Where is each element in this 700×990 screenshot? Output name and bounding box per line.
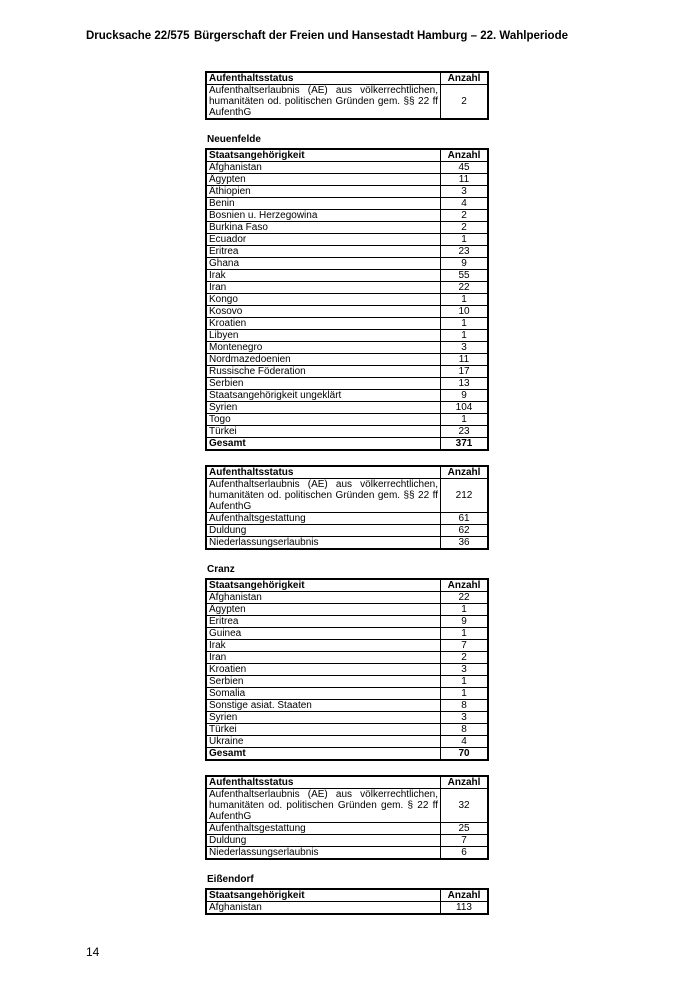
column-header: Staatsangehörigkeit [206, 889, 441, 902]
row-label: Ägypten [206, 604, 441, 616]
nationality-table [205, 148, 489, 451]
row-label: Togo [206, 414, 441, 426]
table-row [206, 700, 488, 712]
row-label: Russische Föderation [206, 366, 441, 378]
row-count: 2 [441, 210, 489, 222]
page-header [86, 30, 568, 42]
row-label: Somalia [206, 688, 441, 700]
district-heading: Eißendorf [207, 874, 254, 885]
row-label: Aufenthaltserlaubnis (AE) aus völkerrechtlichen, humanitäten od. politischen Gründen gem. §§ 22 ff AufenthG [206, 85, 441, 120]
row-label: Guinea [206, 628, 441, 640]
row-count: 23 [441, 246, 489, 258]
row-label: Benin [206, 198, 441, 210]
row-count: 9 [441, 616, 489, 628]
total-label: Gesamt [206, 438, 441, 451]
row-label: Serbien [206, 378, 441, 390]
column-header: Staatsangehörigkeit [206, 149, 441, 162]
row-label: Libyen [206, 330, 441, 342]
table-row [206, 652, 488, 664]
row-label: Staatsangehörigkeit ungeklärt [206, 390, 441, 402]
row-label: Aufenthaltserlaubnis (AE) aus völkerrechtlichen, humanitäten od. politischen Gründen gem. §§ 22 ff AufenthG [206, 479, 441, 513]
table-row [206, 616, 488, 628]
total-count: 371 [441, 438, 489, 451]
table-row [206, 210, 488, 222]
table-row [206, 525, 488, 537]
table-row [206, 318, 488, 330]
column-header: Anzahl [441, 579, 489, 592]
spacer [205, 550, 489, 564]
row-count: 4 [441, 736, 489, 748]
row-count: 7 [441, 835, 489, 847]
row-count: 55 [441, 270, 489, 282]
row-count: 2 [441, 222, 489, 234]
table-row [206, 628, 488, 640]
table-row [206, 426, 488, 438]
row-count: 22 [441, 592, 489, 604]
district-heading: Cranz [207, 564, 235, 575]
table-header-row [206, 889, 488, 902]
table-row [206, 789, 488, 823]
row-label: Montenegro [206, 342, 441, 354]
row-count: 8 [441, 700, 489, 712]
row-label: Aufenthaltsgestattung [206, 513, 441, 525]
table-row [206, 604, 488, 616]
nationality-table [205, 578, 489, 761]
row-label: Türkei [206, 724, 441, 736]
row-label: Afghanistan [206, 162, 441, 174]
row-count: 2 [441, 85, 489, 120]
row-count: 2 [441, 652, 489, 664]
row-label: Äthiopien [206, 186, 441, 198]
row-label: Ukraine [206, 736, 441, 748]
row-count: 25 [441, 823, 489, 835]
row-count: 9 [441, 258, 489, 270]
row-count: 11 [441, 174, 489, 186]
row-count: 1 [441, 414, 489, 426]
residence-status-table [205, 465, 489, 550]
table-row [206, 676, 488, 688]
table-header-row [206, 72, 488, 85]
page-number: 14 [86, 945, 100, 959]
row-label: Nordmazedoenien [206, 354, 441, 366]
table-row [206, 234, 488, 246]
row-label: Serbien [206, 676, 441, 688]
row-label: Ecuador [206, 234, 441, 246]
parliament-title: Bürgerschaft der Freien und Hansestadt Hamburg – 22. Wahlperiode [193, 30, 568, 42]
column-header: Anzahl [441, 149, 489, 162]
table-row [206, 306, 488, 318]
document-number: Drucksache 22/575 [86, 30, 190, 42]
row-count: 1 [441, 604, 489, 616]
table-row [206, 282, 488, 294]
row-label: Aufenthaltserlaubnis (AE) aus völkerrechtlichen, humanitäten od. politischen Gründen gem. § 22 ff AufenthG [206, 789, 441, 823]
row-label: Kroatien [206, 318, 441, 330]
row-label: Sonstige asiat. Staaten [206, 700, 441, 712]
row-count: 62 [441, 525, 489, 537]
row-count: 23 [441, 426, 489, 438]
table-header-row [206, 579, 488, 592]
column-header: Anzahl [441, 776, 489, 789]
row-count: 11 [441, 354, 489, 366]
table-row [206, 712, 488, 724]
table-header-row [206, 776, 488, 789]
total-label: Gesamt [206, 748, 441, 761]
residence-status-table [205, 71, 489, 120]
row-count: 4 [441, 198, 489, 210]
row-label: Burkina Faso [206, 222, 441, 234]
row-count: 104 [441, 402, 489, 414]
row-label: Kroatien [206, 664, 441, 676]
district-heading: Neuenfelde [207, 134, 261, 145]
row-label: Afghanistan [206, 902, 441, 915]
table-row [206, 736, 488, 748]
row-label: Iran [206, 282, 441, 294]
row-count: 6 [441, 847, 489, 860]
table-row [206, 246, 488, 258]
row-label: Syrien [206, 402, 441, 414]
row-label: Syrien [206, 712, 441, 724]
row-count: 61 [441, 513, 489, 525]
nationality-table [205, 888, 489, 915]
table-row [206, 294, 488, 306]
row-label: Kosovo [206, 306, 441, 318]
row-count: 3 [441, 664, 489, 676]
row-count: 9 [441, 390, 489, 402]
column-header: Staatsangehörigkeit [206, 579, 441, 592]
table-row [206, 342, 488, 354]
row-label: Eritrea [206, 246, 441, 258]
row-label: Kongo [206, 294, 441, 306]
row-count: 1 [441, 294, 489, 306]
tables-container [205, 71, 489, 915]
table-row [206, 414, 488, 426]
row-label: Niederlassungserlaubnis [206, 847, 441, 860]
row-count: 1 [441, 688, 489, 700]
table-row [206, 479, 488, 513]
column-header: Aufenthaltsstatus [206, 466, 441, 479]
table-row [206, 222, 488, 234]
table-row [206, 640, 488, 652]
table-row [206, 537, 488, 550]
table-row [206, 835, 488, 847]
row-label: Niederlassungserlaubnis [206, 537, 441, 550]
total-row [206, 748, 488, 761]
row-label: Irak [206, 270, 441, 282]
table-row [206, 724, 488, 736]
row-count: 1 [441, 318, 489, 330]
column-header: Anzahl [441, 72, 489, 85]
table-row [206, 378, 488, 390]
column-header: Anzahl [441, 466, 489, 479]
row-count: 1 [441, 330, 489, 342]
row-count: 212 [441, 479, 489, 513]
row-label: Türkei [206, 426, 441, 438]
spacer [205, 120, 489, 134]
table-row [206, 354, 488, 366]
row-label: Irak [206, 640, 441, 652]
spacer [205, 860, 489, 874]
row-label: Ägypten [206, 174, 441, 186]
column-header: Aufenthaltsstatus [206, 72, 441, 85]
row-label: Afghanistan [206, 592, 441, 604]
row-label: Aufenthaltsgestattung [206, 823, 441, 835]
table-row [206, 85, 488, 120]
table-row [206, 592, 488, 604]
row-count: 3 [441, 712, 489, 724]
row-count: 1 [441, 234, 489, 246]
row-count: 45 [441, 162, 489, 174]
table-row [206, 258, 488, 270]
table-header-row [206, 466, 488, 479]
row-count: 3 [441, 186, 489, 198]
table-row [206, 902, 488, 915]
table-row [206, 688, 488, 700]
row-count: 7 [441, 640, 489, 652]
spacer [205, 451, 489, 465]
column-header: Aufenthaltsstatus [206, 776, 441, 789]
row-count: 1 [441, 628, 489, 640]
table-row [206, 664, 488, 676]
row-label: Iran [206, 652, 441, 664]
row-count: 13 [441, 378, 489, 390]
row-count: 10 [441, 306, 489, 318]
row-count: 3 [441, 342, 489, 354]
row-label: Ghana [206, 258, 441, 270]
table-row [206, 847, 488, 860]
table-row [206, 186, 488, 198]
row-label: Duldung [206, 835, 441, 847]
total-row [206, 438, 488, 451]
residence-status-table [205, 775, 489, 860]
table-header-row [206, 149, 488, 162]
row-label: Bosnien u. Herzegowina [206, 210, 441, 222]
table-row [206, 330, 488, 342]
row-count: 17 [441, 366, 489, 378]
column-header: Anzahl [441, 889, 489, 902]
table-row [206, 402, 488, 414]
table-row [206, 174, 488, 186]
row-count: 22 [441, 282, 489, 294]
spacer [205, 761, 489, 775]
total-count: 70 [441, 748, 489, 761]
table-row [206, 823, 488, 835]
table-row [206, 198, 488, 210]
row-count: 8 [441, 724, 489, 736]
table-row [206, 366, 488, 378]
row-count: 113 [441, 902, 489, 915]
row-count: 36 [441, 537, 489, 550]
table-row [206, 513, 488, 525]
row-label: Duldung [206, 525, 441, 537]
row-label: Eritrea [206, 616, 441, 628]
table-row [206, 162, 488, 174]
row-count: 1 [441, 676, 489, 688]
table-row [206, 270, 488, 282]
table-row [206, 390, 488, 402]
row-count: 32 [441, 789, 489, 823]
